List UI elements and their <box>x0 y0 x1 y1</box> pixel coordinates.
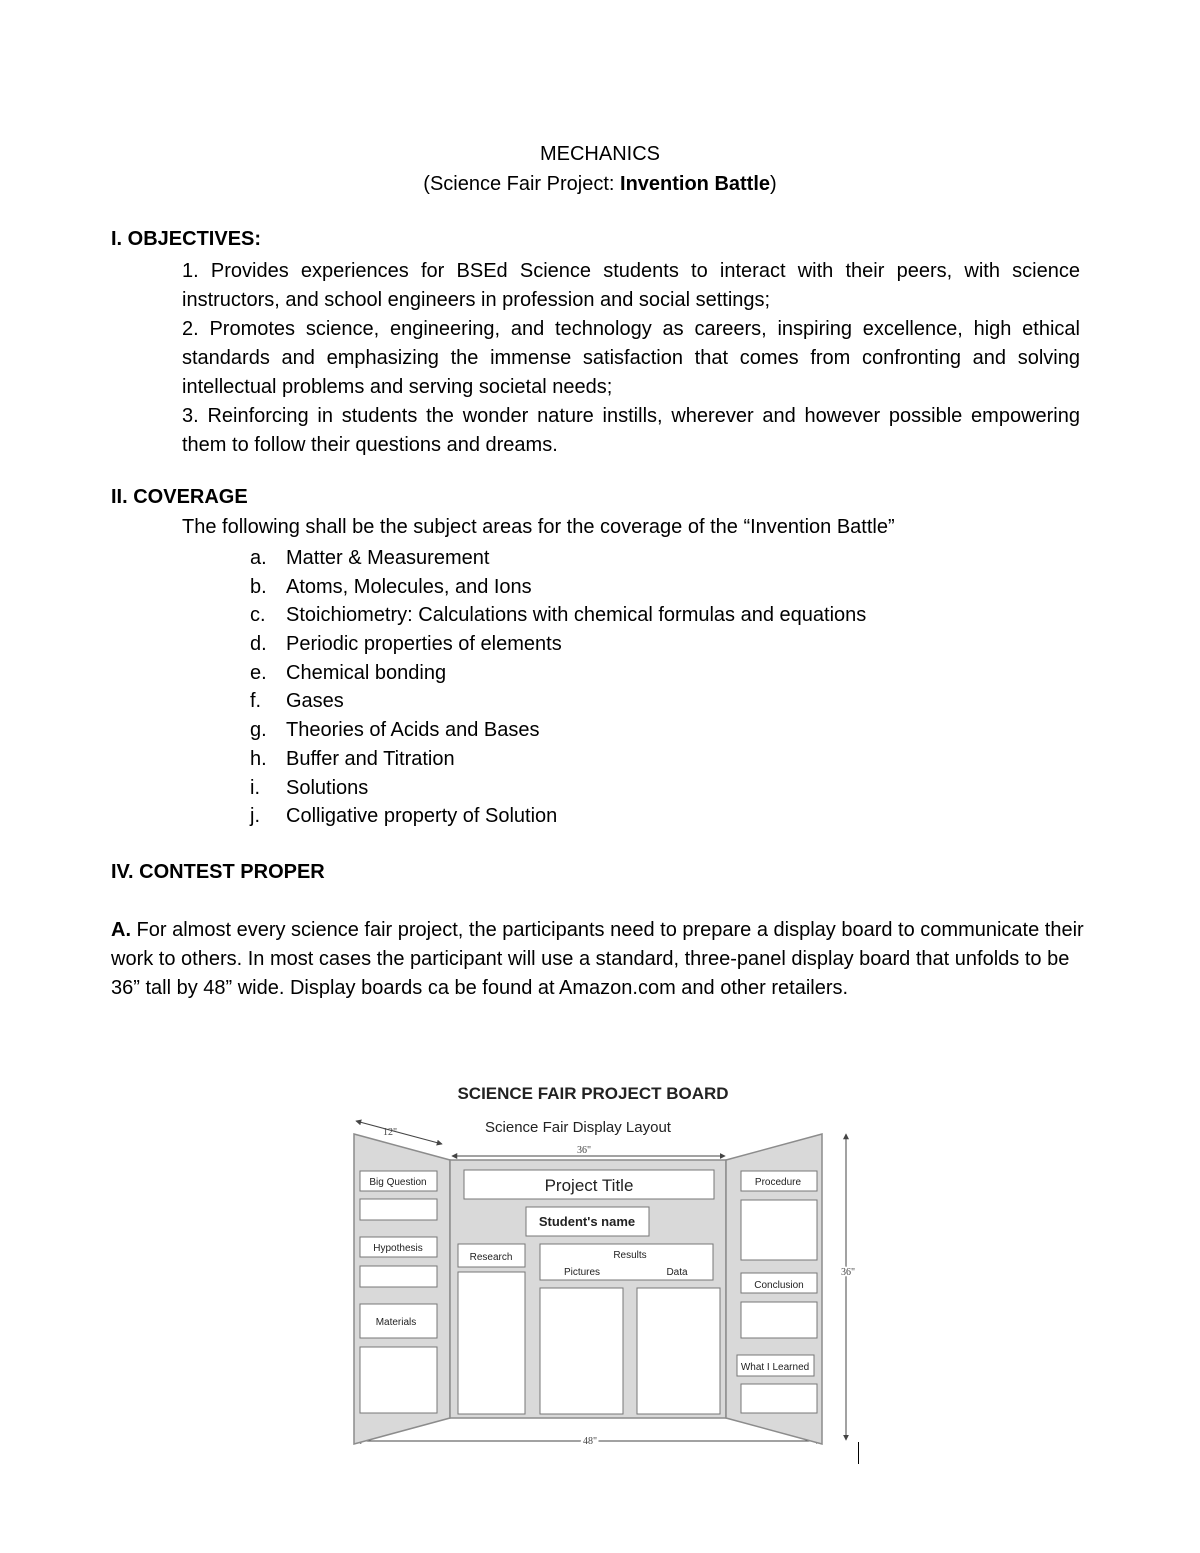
list-item-letter: h. <box>250 747 267 770</box>
science-fair-board-figure <box>340 1078 870 1478</box>
list-item <box>250 659 866 688</box>
list-item-letter: b. <box>250 575 267 598</box>
data-label: Data <box>666 1267 688 1278</box>
data-content-box <box>637 1288 720 1414</box>
list-item <box>250 774 866 803</box>
students-name-label: Student's name <box>538 1214 636 1229</box>
list-item <box>250 802 866 831</box>
subtitle-project-name: Invention Battle <box>620 173 771 195</box>
list-item <box>250 601 866 630</box>
subtitle-suffix: ) <box>770 173 777 195</box>
list-item-letter: e. <box>250 661 267 684</box>
materials-list-box <box>360 1347 437 1413</box>
list-item-text: Gases <box>286 690 344 713</box>
list-item <box>250 745 866 774</box>
contest-paragraph <box>111 916 1086 1003</box>
document-subtitle <box>0 173 1200 196</box>
list-item-text: Atoms, Molecules, and Ions <box>286 575 532 598</box>
list-item-text: Theories of Acids and Bases <box>286 719 540 742</box>
coverage-heading: II. COVERAGE <box>111 486 248 508</box>
list-item-text: Solutions <box>286 776 369 799</box>
procedure-content-box <box>741 1200 817 1260</box>
list-item-text: Colligative property of Solution <box>286 805 558 828</box>
dimension-label-side: 12" <box>382 1127 398 1138</box>
list-item-letter: a. <box>250 547 267 569</box>
list-item-text: Periodic properties of elements <box>286 633 562 656</box>
list-item-letter: d. <box>250 633 267 656</box>
list-item-letter: j. <box>250 805 260 828</box>
objectives-list <box>182 257 1080 460</box>
list-item-letter: g. <box>250 719 267 742</box>
list-item-text: Chemical bonding <box>286 661 447 684</box>
list-item-text: Matter & Measurement <box>286 547 490 569</box>
document-title: MECHANICS <box>539 143 660 165</box>
list-item <box>250 630 866 659</box>
objective-item: 1. Provides experiences for BSEd Science students to interact with their peers, with science instructors, and school engineers in profession and social settings; <box>182 260 1080 311</box>
what-learned-content-box <box>741 1384 817 1413</box>
board-heading: SCIENCE FAIR PROJECT BOARD <box>457 1084 729 1103</box>
list-item-letter: i. <box>250 776 260 799</box>
list-item-text: Buffer and Titration <box>286 747 455 770</box>
objective-item: 2. Promotes science, engineering, and technology as careers, inspiring excellence, high ethical standards and emphasizing the immense satisfaction that comes from confronting and solving intellectual problems and serving societal needs; <box>182 318 1080 398</box>
contest-paragraph-label: A. <box>111 919 131 941</box>
research-label: Research <box>469 1252 513 1263</box>
dimension-label-center: 36" <box>576 1145 592 1156</box>
objective-item: 3. Reinforcing in students the wonder nature instills, wherever and however possible empowering them to follow their questions and dreams. <box>182 405 1080 456</box>
list-item <box>250 716 866 745</box>
list-item-letter: f. <box>250 690 262 713</box>
coverage-intro: The following shall be the subject areas for the coverage of the “Invention Battle” <box>182 516 895 538</box>
project-title-label: Project Title <box>544 1176 634 1195</box>
what-learned-label: What I Learned <box>740 1362 810 1373</box>
big-question-answer-box <box>360 1199 437 1220</box>
big-question-label: Big Question <box>369 1177 427 1188</box>
list-item <box>250 573 866 602</box>
dimension-label-width: 48" <box>582 1436 598 1447</box>
list-item <box>250 687 866 716</box>
list-item-text: Stoichiometry: Calculations with chemical formulas and equations <box>286 604 867 627</box>
coverage-list <box>250 544 866 831</box>
list-item-letter: c. <box>250 604 266 627</box>
procedure-label: Procedure <box>754 1177 802 1188</box>
dimension-label-height: 36" <box>840 1267 856 1278</box>
subtitle-prefix: (Science Fair Project: <box>423 173 621 195</box>
conclusion-label: Conclusion <box>754 1280 804 1291</box>
list-item <box>250 544 866 573</box>
results-label: Results <box>613 1250 647 1261</box>
contest-paragraph-text: For almost every science fair project, the participants need to prepare a display board to communicate their work to others. In most cases the participant will use a standard, three-panel display board that unfolds to be 36” tall by 48” wide. Display boards ca be found at Amazon.com and other retailers. <box>111 919 1084 999</box>
hypothesis-label: Hypothesis <box>373 1243 423 1254</box>
objectives-heading: I. OBJECTIVES: <box>111 228 262 250</box>
materials-label: Materials <box>375 1317 417 1328</box>
text-cursor <box>858 1442 859 1464</box>
pictures-content-box <box>540 1288 623 1414</box>
research-content-box <box>458 1272 525 1414</box>
pictures-label: Pictures <box>563 1267 601 1278</box>
board-subtitle: Science Fair Display Layout <box>485 1119 671 1136</box>
board-diagram <box>340 1078 870 1478</box>
hypothesis-answer-box <box>360 1266 437 1287</box>
contest-heading: IV. CONTEST PROPER <box>111 861 325 883</box>
conclusion-content-box <box>741 1302 817 1338</box>
